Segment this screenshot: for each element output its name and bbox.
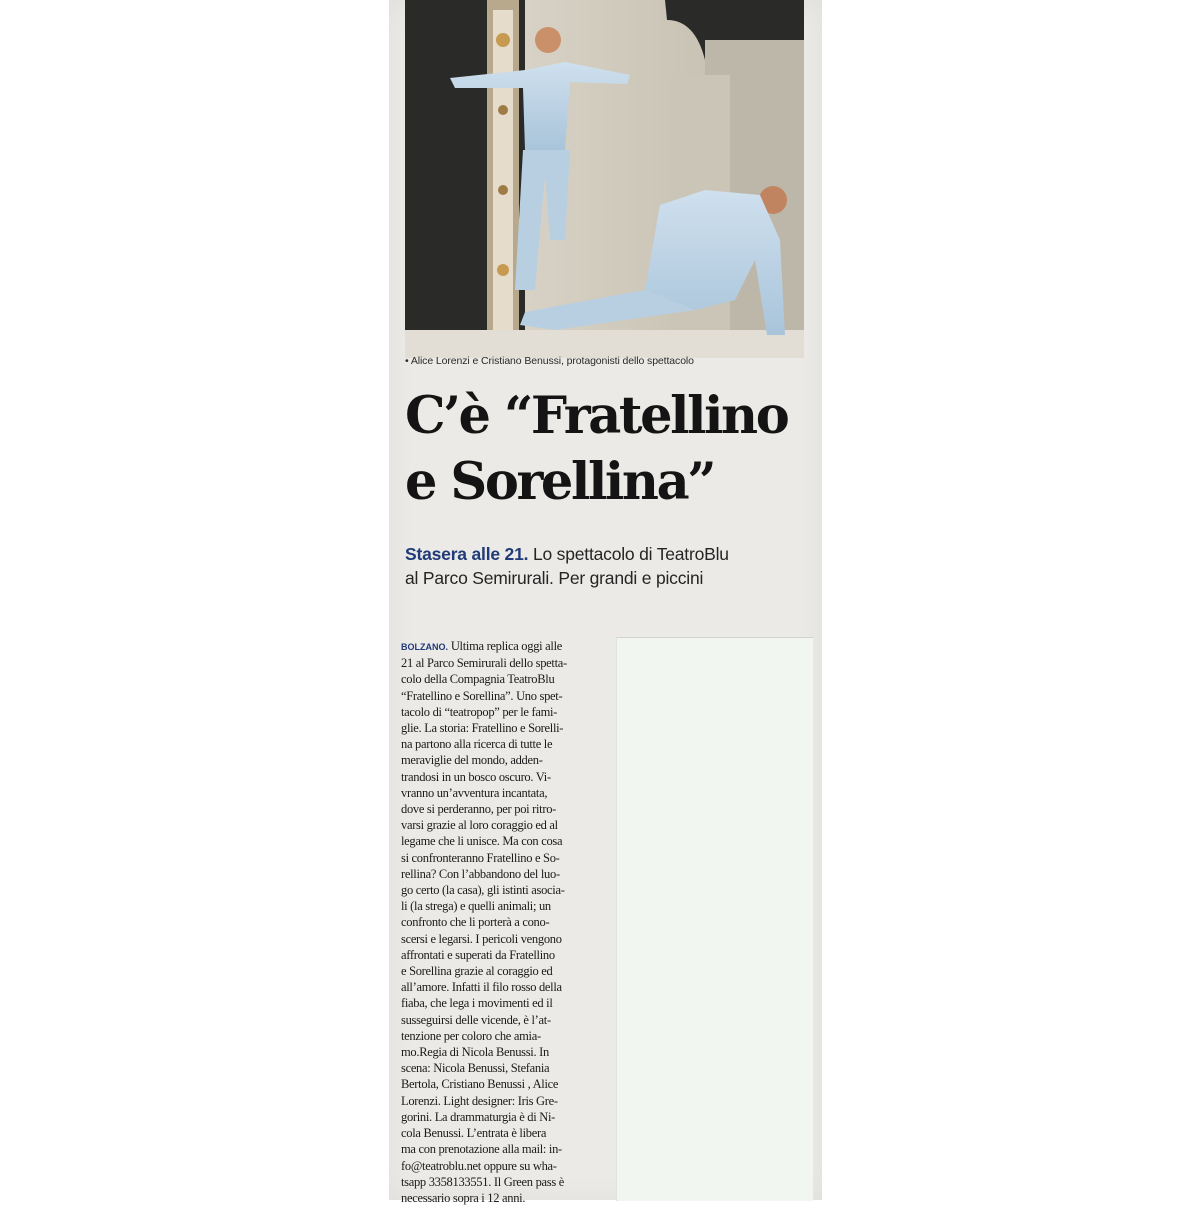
body-line: Bertola, Cristiano Benussi , Alice (401, 1077, 559, 1092)
body-line: dove si perderanno, per poi ritro- (401, 802, 557, 817)
body-line: necessario sopra i 12 anni. (401, 1190, 526, 1205)
article-first-line (401, 638, 615, 655)
stage-photo (405, 0, 804, 358)
body-line: si confronteranno Fratellino e So- (401, 850, 560, 865)
body-line: rellina? Con l’abbandono del luo- (401, 866, 560, 881)
body-line: tsapp 3358133551. Il Green pass è (401, 1174, 564, 1189)
body-line: glie. La storia: Fratellino e Sorelli- (401, 721, 564, 736)
body-line: cola Benussi. L’entrata è libera (401, 1126, 547, 1141)
body-line: susseguirsi delle vicende, è l’at- (401, 1012, 551, 1027)
subhead-lead: Stasera alle 21. (405, 544, 529, 564)
dateline: BOLZANO. (401, 642, 448, 652)
body-line: mo.Regia di Nicola Benussi. In (401, 1045, 549, 1060)
body-line: fiaba, che lega i movimenti ed il (401, 996, 553, 1011)
subhead-line-2: al Parco Semirurali. Per grandi e piccini (405, 568, 704, 588)
photo-caption: • Alice Lorenzi e Cristiano Benussi, protagonisti dello spettacolo (405, 355, 694, 367)
body-line: all’amore. Infatti il filo rosso della (401, 980, 562, 995)
body-line: colo della Compagnia TeatroBlu (401, 672, 555, 687)
subheadline (405, 542, 815, 590)
body-line: “Fratellino e Sorellina”. Uno spet- (401, 688, 563, 703)
subhead-line-1: Lo spettacolo di TeatroBlu (528, 544, 729, 564)
headline (405, 383, 817, 515)
body-line: li (la strega) e quelli animali; un (401, 899, 551, 914)
body-line: e Sorellina grazie al coraggio ed (401, 964, 553, 979)
body-line: tenzione per coloro che amia- (401, 1028, 541, 1043)
body-line: go certo (la casa), gli istinti asocia- (401, 883, 565, 898)
body-line: affrontati e superati da Fratellino (401, 947, 555, 962)
body-line: Lorenzi. Light designer: Iris Gre- (401, 1093, 558, 1108)
body-line: vranno un’avventura incantata, (401, 785, 548, 800)
body-line: legame che li unisce. Ma con cosa (401, 834, 563, 849)
body-line: scena: Nicola Benussi, Stefania (401, 1061, 550, 1076)
stage-photo-image (405, 0, 804, 358)
body-line: tacolo di “teatropop” per le fami- (401, 704, 558, 719)
body-line: na partono alla ricerca di tutte le (401, 737, 553, 752)
article-body (401, 638, 615, 1206)
body-line: gorini. La drammaturgia è di Ni- (401, 1109, 556, 1124)
body-line: varsi grazie al loro coraggio ed al (401, 818, 558, 833)
body-line: fo@teatroblu.net oppure su wha- (401, 1158, 557, 1173)
body-line: confronto che li porterà a cono- (401, 915, 550, 930)
headline-line-2: e Sorellina” (405, 452, 715, 512)
body-line: 21 al Parco Semirurali dello spetta- (401, 656, 567, 671)
body-line: scersi e legarsi. I pericoli vengono (401, 931, 562, 946)
body-line: trandosi in un bosco oscuro. Vi- (401, 769, 551, 784)
newspaper-clipping (389, 0, 822, 1205)
covered-area (616, 637, 813, 1201)
first-line-text: Ultima replica oggi alle (448, 639, 562, 653)
body-line: ma con prenotazione alla mail: in- (401, 1142, 562, 1157)
body-line: meraviglie del mondo, adden- (401, 753, 543, 768)
headline-line-1: C’è “Fratellino (405, 386, 788, 446)
